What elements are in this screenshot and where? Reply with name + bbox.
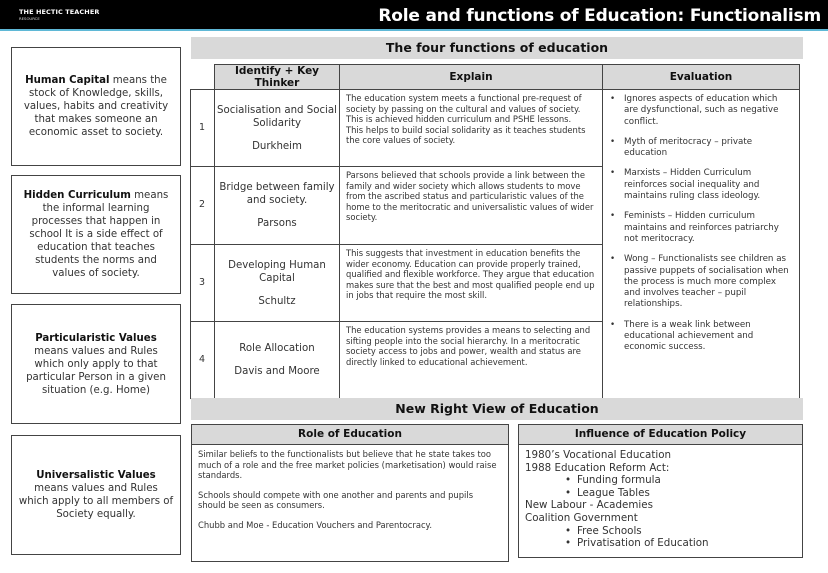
- column-header-evaluation: Evaluation: [603, 65, 800, 90]
- explain-text: This suggests that investment in education benefits the wider economy. Education can provide properly trained, qualified and flexible workforce. They argue that education makes sure that the best and most qualified people end up in jobs that require the most skill.: [346, 248, 595, 301]
- function-cell: [215, 167, 340, 245]
- policy-bullet: • Funding formula: [565, 474, 661, 487]
- page-title: Role and functions of Education: Functionalism: [378, 6, 821, 26]
- panel-title: Influence of Education Policy: [519, 425, 802, 445]
- brand-name: THE HECTIC TEACHER: [19, 8, 100, 16]
- row-number: 1: [191, 90, 215, 167]
- evaluation-item: • Marxists – Hidden Curriculum reinforces social inequality and maintains ruling class ideology.: [608, 168, 793, 202]
- row-number: 4: [191, 322, 215, 399]
- brand-subtitle: RESOURCE: [19, 16, 40, 21]
- explain-text: The education system meets a functional pre-request of society by passing on the cultural and values of society. This is achieved hidden curriculum and PSHE lessons.: [346, 93, 582, 125]
- definition-universalistic-values: [11, 435, 181, 555]
- policy-bullet: • Free Schools: [565, 524, 642, 537]
- evaluation-cell: [603, 90, 800, 399]
- section-heading-four-functions: The four functions of education: [191, 37, 803, 59]
- evaluation-item: • There is a weak link between educational achievement and economic success.: [608, 320, 793, 354]
- function-name: Role Allocation: [239, 343, 315, 354]
- definition-term: Human Capital: [25, 75, 110, 86]
- role-paragraph: Chubb and Moe - Education Vouchers and Parentocracy.: [198, 519, 432, 530]
- brand-logo: [19, 9, 99, 21]
- definition-particularistic-values: [11, 304, 181, 424]
- definition-human-capital: [11, 47, 181, 166]
- header-bar: [0, 0, 828, 31]
- policy-line: Coalition Government: [525, 511, 638, 524]
- policy-bullet: • League Tables: [565, 486, 650, 499]
- column-header-identify: Identify + Key Thinker: [215, 65, 340, 90]
- function-cell: [215, 245, 340, 322]
- policy-line: New Labour - Academies: [525, 499, 653, 512]
- explain-cell: [340, 167, 603, 245]
- function-name: Developing Human Capital: [228, 259, 326, 284]
- column-header-number: [191, 65, 215, 90]
- role-paragraph: Schools should compete with one another and parents and pupils should be seen as consumers.: [198, 489, 474, 511]
- policy-line: 1988 Education Reform Act:: [525, 461, 670, 474]
- explain-text: The education systems provides a means to selecting and sifting people into the social hierarchy. In a meritocratic society access to jobs and power, wealth and status are directly linked to educational achievement.: [346, 325, 591, 367]
- explain-text: Parsons believed that schools provide a link between the family and wider society which allows students to move from the ascribed status and particularistic values of the home to the meritocratic and universalistic values of wider society.: [346, 170, 594, 223]
- four-functions-table: [190, 64, 800, 399]
- explain-text: This helps to build social solidarity as it teaches students the core values of society.: [346, 124, 586, 146]
- explain-cell: [340, 322, 603, 399]
- function-cell: [215, 90, 340, 167]
- table-header-row: [191, 65, 800, 90]
- row-number: 3: [191, 245, 215, 322]
- explain-cell: [340, 90, 603, 167]
- key-thinker: Schultz: [258, 295, 296, 307]
- policy-line: 1980’s Vocational Education: [525, 449, 672, 461]
- function-cell: [215, 322, 340, 399]
- row-number: 2: [191, 167, 215, 245]
- function-name: Socialisation and Social Solidarity: [217, 104, 337, 129]
- section-heading-new-right: New Right View of Education: [191, 398, 803, 420]
- evaluation-item: • Wong – Functionalists see children as passive puppets of socialisation when the process is much more complex and involves teacher – pupil relationships.: [608, 254, 793, 310]
- evaluation-list: [608, 94, 793, 354]
- definition-text: means the informal learning processes that happen in school It is a side effect of education that teaches students the norms and values of society.: [29, 190, 169, 279]
- evaluation-item: • Ignores aspects of education which are dysfunctional, such as negative conflict.: [608, 94, 793, 128]
- definition-text: means values and Rules which apply to all members of Society equally.: [18, 483, 174, 520]
- role-of-education-panel: [191, 424, 509, 562]
- panel-body: [192, 445, 508, 544]
- function-name: Bridge between family and society.: [219, 182, 335, 206]
- key-thinker: Durkheim: [252, 140, 302, 152]
- definition-term: Hidden Curriculum: [23, 190, 131, 201]
- explain-cell: [340, 245, 603, 322]
- panel-body: [519, 445, 802, 554]
- definition-term: Universalistic Values: [36, 470, 156, 481]
- definition-hidden-curriculum: [11, 175, 181, 294]
- definition-term: Particularistic Values: [35, 332, 157, 344]
- policy-bullet: • Privatisation of Education: [565, 537, 709, 550]
- definition-text: means values and Rules which only apply to that particular Person in a given situation (e.g. Home): [26, 345, 166, 396]
- key-thinker: Parsons: [257, 218, 297, 229]
- column-header-explain: Explain: [340, 65, 603, 90]
- key-thinker: Davis and Moore: [234, 366, 320, 377]
- education-policy-panel: [518, 424, 803, 558]
- table-row: [191, 90, 800, 167]
- panel-title: Role of Education: [192, 425, 508, 445]
- role-paragraph: Similar beliefs to the functionalists but believe that he state takes too much of a role and the free market policies (marketisation) would raise standards.: [198, 449, 497, 481]
- evaluation-item: • Feminists – Hidden curriculum maintains and reinforces patriarchy not meritocracy.: [608, 211, 793, 245]
- definition-text: means the stock of Knowledge, skills, values, habits and creativity that makes someone an economic asset to society.: [23, 75, 169, 138]
- evaluation-item: • Myth of meritocracy – private education: [608, 137, 793, 160]
